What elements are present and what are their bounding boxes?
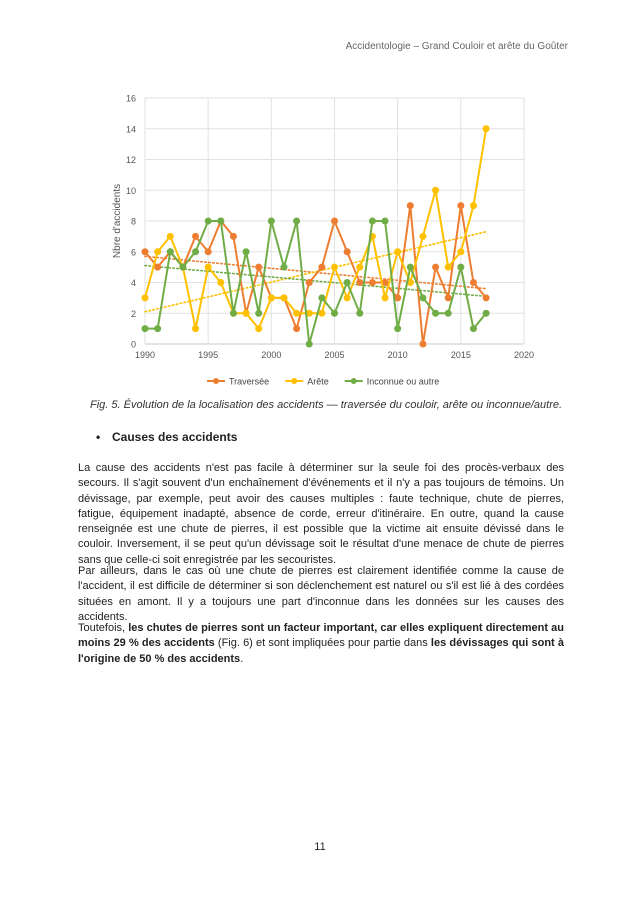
data-point (205, 218, 211, 224)
running-header: Accidentologie – Grand Couloir et arête du Goûter (345, 41, 568, 52)
text-run: . (240, 652, 244, 665)
data-point (281, 264, 287, 270)
data-point (268, 295, 274, 301)
data-point (420, 233, 426, 239)
data-point (357, 264, 363, 270)
page-number: 11 (314, 841, 326, 853)
legend-label: Arête (307, 376, 329, 387)
y-axis-ticks (126, 94, 136, 350)
paragraph-text: Par ailleurs, dans le cas où une chute de pierres est clairement identifiée comme la cause de l'accident, il est difficile de déterminer si son déclenchement est naturel ou s'il est lié à des cordées situées en amont. Il y a toujours une part d'inconnue dans les données sur les causes des accidents. (78, 565, 564, 623)
data-point (344, 249, 350, 255)
paragraph-summary (78, 621, 564, 667)
data-point (395, 326, 401, 332)
data-point (319, 264, 325, 270)
data-point (433, 187, 439, 193)
data-point (193, 249, 199, 255)
data-point (167, 233, 173, 239)
x-tick-label: 2020 (513, 350, 535, 360)
section-heading (96, 430, 237, 444)
data-point (332, 264, 338, 270)
x-tick-label: 1995 (198, 350, 219, 360)
legend-marker (351, 378, 357, 384)
data-point (357, 280, 363, 286)
data-point (256, 326, 262, 332)
paragraph-text: La cause des accidents n'est pas facile à déterminer sur la seule foi des procès-verbaux des secours. Il s'agit souvent d'un enchaînement d'événements et il n'y a pas toujours de témoins. Un dévissage, par exemple, peut avoir des causes multiples : faute technique, chute de pierres, fatigue, équipement inadapté, absence de corde, erreur d'itinéraire. En outre, quand la cause renseignée est une chute de pierres, il est possible que la victime ait ensuite dévissé dans le couloir. Inversement, il se peut qu'un dévissage soit le résultat d'une menace de chute de pierres sans que celle-ci soit enregistrée par les secouristes. (78, 462, 564, 566)
data-point (483, 126, 489, 132)
legend-label: Inconnue ou autre (366, 376, 440, 387)
data-point (445, 310, 451, 316)
data-point (294, 310, 300, 316)
paragraph-origin (78, 564, 564, 625)
data-point (205, 264, 211, 270)
data-point (306, 341, 312, 347)
data-point (319, 295, 325, 301)
paragraph-text (78, 621, 564, 667)
data-point (256, 264, 262, 270)
data-point (218, 280, 224, 286)
data-point (470, 203, 476, 209)
data-point (445, 264, 451, 270)
data-point (395, 295, 401, 301)
data-point (407, 264, 413, 270)
chart-legend (207, 377, 439, 387)
x-tick-label: 2000 (261, 350, 282, 360)
data-point (218, 218, 224, 224)
data-point (382, 295, 388, 301)
data-point (458, 249, 464, 255)
y-axis-label: Nbre d'accidents (112, 183, 123, 259)
data-point (243, 310, 249, 316)
text-run: Toutefois, (78, 622, 129, 634)
data-point (155, 249, 161, 255)
data-point (155, 326, 161, 332)
legend-label: Traversée (229, 376, 270, 387)
paragraph-causes (78, 461, 564, 568)
y-tick-label: 14 (125, 124, 136, 135)
data-point (306, 280, 312, 286)
data-point (230, 310, 236, 316)
data-point (332, 310, 338, 316)
accidents-line-chart (0, 0, 640, 400)
data-point (294, 326, 300, 332)
y-tick-label: 0 (130, 339, 136, 350)
data-point (243, 249, 249, 255)
data-point (470, 280, 476, 286)
data-point (458, 264, 464, 270)
y-tick-label: 12 (125, 155, 136, 165)
data-point (445, 295, 451, 301)
y-tick-label: 4 (130, 278, 136, 288)
data-point (193, 326, 199, 332)
data-point (142, 249, 148, 255)
bold-run: les dévissages qui sont à l'origine de 50 % des accidents (78, 637, 564, 665)
bold-run: les chutes de pierres sont un facteur important, car elles expliquent directement au moins 29 % des accidents (78, 622, 564, 650)
x-tick-label: 2015 (450, 350, 471, 360)
text-run: (Fig. 6) et sont impliquées pour partie dans (214, 637, 431, 650)
data-point (142, 295, 148, 301)
x-tick-label: 2010 (387, 350, 408, 360)
data-point (369, 280, 375, 286)
x-tick-label: 2005 (324, 350, 345, 360)
data-point (193, 233, 199, 239)
data-point (205, 249, 211, 255)
series-line-1 (145, 129, 486, 329)
data-point (483, 295, 489, 301)
y-tick-label: 8 (130, 216, 136, 227)
legend-marker (213, 378, 219, 384)
data-point (458, 203, 464, 209)
data-point (344, 280, 350, 286)
data-point (395, 249, 401, 255)
data-point (281, 295, 287, 301)
data-point (407, 203, 413, 209)
y-tick-label: 16 (125, 93, 136, 104)
y-tick-label: 6 (130, 247, 136, 258)
data-point (420, 341, 426, 347)
data-point (167, 249, 173, 255)
data-point (230, 233, 236, 239)
data-point (268, 218, 274, 224)
data-series (142, 126, 489, 347)
bullet-icon: • (96, 430, 101, 444)
data-point (155, 264, 161, 270)
data-point (319, 310, 325, 316)
data-point (470, 326, 476, 332)
x-tick-label: 1990 (134, 350, 156, 360)
y-tick-label: 10 (125, 185, 136, 196)
data-point (357, 310, 363, 316)
figure-caption: Fig. 5. Évolution de la localisation des accidents — traversée du couloir, arête ou inconnue/autre. (90, 399, 563, 411)
legend-marker (291, 378, 297, 384)
section-heading-text: Causes des accidents (112, 430, 238, 444)
data-point (483, 310, 489, 316)
data-point (332, 218, 338, 224)
data-point (369, 218, 375, 224)
x-axis-ticks (135, 350, 534, 360)
data-point (433, 310, 439, 316)
data-point (294, 218, 300, 224)
y-tick-label: 2 (130, 308, 136, 319)
data-point (180, 264, 186, 270)
data-point (344, 295, 350, 301)
data-point (420, 295, 426, 301)
data-point (433, 264, 439, 270)
data-point (142, 326, 148, 332)
data-point (256, 310, 262, 316)
data-point (382, 218, 388, 224)
